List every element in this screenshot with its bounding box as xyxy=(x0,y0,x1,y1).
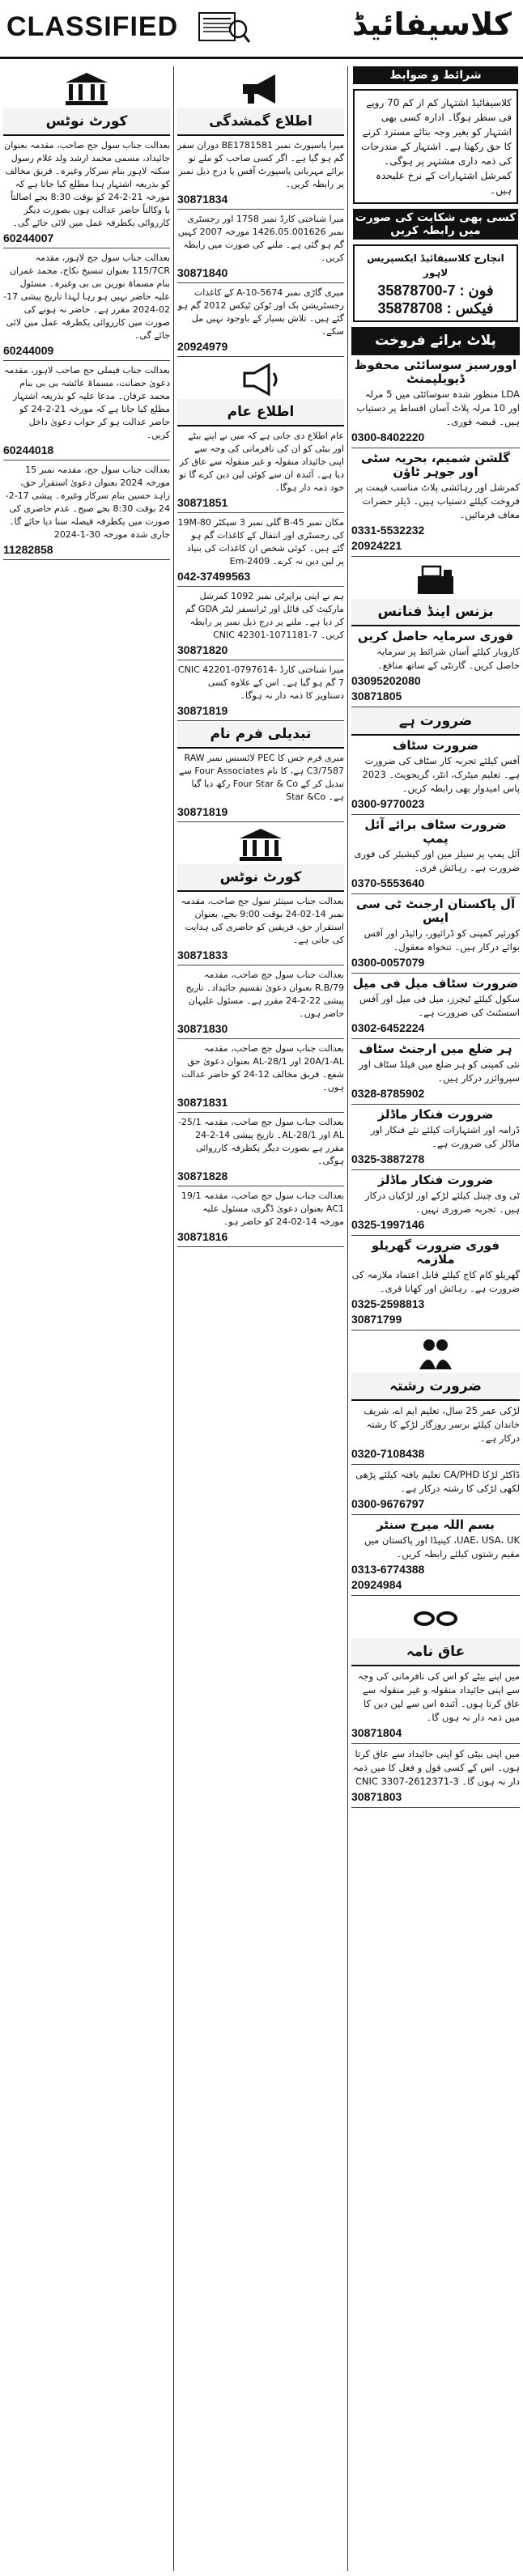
marriage-title: ضرورت رشتہ xyxy=(351,1373,520,1401)
wanted-ad: ضرورت فنکار ماڈلز ٹی وی چینل کیلئے لڑکے اور لڑکیاں درکار ہیں۔ تجربہ ضروری نہیں۔ 0325-1997146 xyxy=(351,1170,520,1236)
fax-line: 35878708 : فیکس xyxy=(377,300,494,316)
wanted-ad: فوری ضرورت گھریلو ملازمہ گھریلو کام کاج کیلئے قابل اعتماد ملازمہ کی ضرورت ہے۔ رہائش اور کھانا فری۔ 0325-2598813 30871799 xyxy=(351,1236,520,1330)
business-finance-title: بزنس اینڈ فنانس xyxy=(351,599,520,626)
court-notice-title: کورٹ نوٹس xyxy=(177,864,344,892)
disinheritance-ad: میں اپنے بیٹے کو اس کی نافرمانی کی وجہ سے اپنی جائیداد منقولہ و غیر منقولہ سے عاق کرتا ہوں۔ آئندہ اس سے لین دین کا میں ذمہ دار نہ ہوں گا۔ 30871804 xyxy=(351,1666,520,1744)
wanted-title: ضرورت ہے xyxy=(351,707,520,736)
couple-icon xyxy=(411,1335,460,1371)
public-notice-ad: ہم نے اپنی پراپرٹی نمبر 1092 کمرشل مارکیٹ کی فائل اور ٹرانسفر لیٹر GDA گم کر دیا ہے۔ ملنے پر درج ذیل نمبر پر رابطہ کریں۔ CNIC 42301-1071181-7 30871820 xyxy=(177,587,344,660)
court-notice-ad: بعدالت جناب فیملی جج صاحب لاہور، مقدمہ دعویٰ حضانت، مسماۃ عائشہ بی بی بنام محمد عرفان۔ مدعا علیہ کو بذریعہ اشتہار مطلع کیا جاتا ہے کہ مورخہ 21-2-24 کو حاضر عدالت ہو کر جواب دعویٰ داخل کریں۔ 60244018 xyxy=(3,361,170,460)
court-notice-ad: بعدالت جناب سول جج صاحب، مقدمہ بعنوان جائیداد، مسمی محمد ارشد ولد غلام رسول سکنہ لاہور بنام سرکار وغیرہ۔ فریق مخالف کو بذریعہ اشتہار ہذا مطلع کیا جاتا ہے کہ مورخہ 21-2-24 کو بوقت 8:30 بجے اصالتاً یا وکالتاً حاضر عدالت ہوں بصورت دیگر کارروائی یکطرفہ عمل میں لائی جائے گی۔ 60244007 xyxy=(3,136,170,248)
wanted-ad: ہر ضلع میں ارجنٹ سٹاف نئی کمپنی کو ہر ضلع میں فیلڈ سٹاف اور سپروائزر درکار ہیں۔ 0328-8785902 xyxy=(351,1039,520,1105)
newspaper-icon xyxy=(194,5,251,50)
office-name: انچارج کلاسیفائیڈ ایکسپریس لاہور xyxy=(367,253,504,278)
wanted-ad: ضرورت سٹاف برائے آئل پمپ آئل پمپ پر سیلز مین اور کیشیئر کی فوری ضرورت ہے۔ رہائش فری۔ 0370-5553640 xyxy=(351,815,520,894)
court-notice-ad: بعدالت جناب سول جج صاحب، مقدمہ 19/1 AC1 بعنوان دعویٰ ڈگری، مسئول علیہ مورخہ 14-02-24 کو حاضر ہو۔ 30871816 xyxy=(177,1186,344,1247)
loudspeaker-icon xyxy=(236,362,285,397)
court-notice-ad: بعدالت جناب سینئر سول جج صاحب، مقدمہ نمبر 14-02-24 بوقت 9:00 بجے، بعنوان استقرار حق، فریقین کو حاضری کی ہدایت کی جاتی ہے۔ 30871833 xyxy=(177,892,344,965)
court-notice-ad: بعدالت جناب سول جج، مقدمہ نمبر 15 مورخہ 2024 بعنوان دعویٰ استقرار حق، زاہد حسین بنام سرکار وغیرہ۔ پیشی 17-2-24 بوقت 8:30 بجے صبح۔ عدم حاضری کی صورت میں یکطرفہ فیصلہ سنا دیا جائے گا۔ جاری شدہ مورخہ 30-1-2024 11282858 xyxy=(3,460,170,560)
court-building-icon xyxy=(62,71,111,107)
firm-name-change-ad: میری فرم جس کا PEC لائسنس نمبر RAW C3/7587 ہے، کا نام Four Associates سے تبدیل کر کے Four Star & Co رکھ دیا گیا ہے۔ Star &Co 30871819 xyxy=(177,749,344,822)
wanted-ad: ضرورت فنکار ماڈلز ڈرامہ اور اشتہارات کیلئے نئے فنکار اور ماڈلز کی ضرورت ہے۔ 0325-3887278 xyxy=(351,1105,520,1170)
court-notice-ad: بعدالت جناب سول جج صاحب، مقدمہ 25/1-AL اور 28/1-AL۔ تاریخ پیشی 14-2-24 مقرر ہے بصورت دیگر یکطرفہ کارروائی ہوگی۔ 30871828 xyxy=(177,1113,344,1186)
column-court-notices xyxy=(0,66,174,2571)
megaphone-icon xyxy=(236,71,285,107)
disinheritance-ad: میں اپنی بیٹی کو اپنی جائیداد سے عاق کرتا ہوں۔ اس کے کسی قول و فعل کا میں ذمہ دار نہ ہوں گا۔ CNIC 3307-2612371-3 30871803 xyxy=(351,1744,520,1808)
complaint-banner: کسی بھی شکایت کی صورت میں رابطہ کریں xyxy=(353,209,518,240)
court-building-icon xyxy=(236,827,285,863)
phone-line: 35878700-7 : فون xyxy=(377,282,494,299)
lost-notice-ad: میری گاڑی نمبر A-10-5674 کے کاغذات رجسٹریشن بک اور ٹوکن ٹیکس 2012 گم ہو گئے ہیں۔ تلاش بسیار کے باوجود نہیں مل سکے۔ 20924979 xyxy=(177,283,344,357)
terms-title: شرائط و ضوابط xyxy=(353,66,518,84)
column-notices xyxy=(174,66,348,2571)
public-notice-ad: میرا شناختی کارڈ CNIC 42201-0797614-7 گم ہو گیا ہے۔ اس کے علاوہ کسی دستاویز کا ذمہ دار نہ ہوگا۔ 30871819 xyxy=(177,660,344,721)
contact-box xyxy=(353,244,518,322)
plot-ad: گلشن شمیم، بحریہ سٹی اور جوہر ٹاؤن کمرشل اور رہائشی پلاٹ مناسب قیمت پر فروخت کیلئے دستیاب ہیں۔ ڈیلر حضرات معاف فرمائیں۔ 0331-5532232 20924221 xyxy=(351,448,520,557)
court-notice-ad: بعدالت جناب سول جج لاہور، مقدمہ 115/7CR بعنوان تنسیخ نکاح، محمد عمران بنام مسماۃ نورین بی بی وغیرہ۔ مسئول علیہ حاضر نہیں ہو رہا لہذا تاریخ پیشی 17-02-2024 مقرر ہے۔ حاضر نہ ہونے کی صورت میں کارروائی یکطرفہ عمل میں لائی جائے گی۔ 60244009 xyxy=(3,248,170,361)
public-notice-ad: مکان نمبر B-45 گلی نمبر 3 سیکٹر 19M-80 کی رجسٹری اور انتقال کے کاغذات گم ہو گئے ہیں۔ کوئی شخص ان کاغذات کی بنیاد پر لین دین نہ کرے۔ Em-2409 042-37499563 xyxy=(177,513,344,587)
cash-register-icon xyxy=(411,562,460,597)
urdu-title: کلاسیفائیڈ xyxy=(351,6,512,42)
public-notice-title: اطلاع عام xyxy=(177,399,344,427)
terms-box xyxy=(353,89,518,204)
terms-body: کلاسیفائیڈ اشتہار کم از کم 70 روپے فی سطر ہوگا۔ ادارہ کسی بھی اشتہار کو بغیر وجہ بتائے مسترد کرنے کا حق رکھتا ہے۔ اشتہار کے مندرجات کی ذمہ داری مشتہر پر ہوگی۔ کمرشل اشتہارات کے نرخ علیحدہ ہیں۔ xyxy=(361,97,512,196)
court-notice-title: کورٹ نوٹس xyxy=(3,108,170,136)
firm-name-change-title: تبدیلی فرم نام xyxy=(177,721,344,749)
page-header xyxy=(0,0,523,59)
plot-ad: اوورسیز سوسائٹی محفوظ ڈیویلپمنٹ LDA منظور شدہ سوسائٹی میں 5 مرلہ اور 10 مرلہ پلاٹ آسان اقساط پر دستیاب ہیں۔ قبضہ فوری۔ 0300-8402220 xyxy=(351,355,520,448)
public-notice-ad: عام اطلاع دی جاتی ہے کہ میں نے اپنے بیٹے اور بیٹی کو ان کی نافرمانی کی وجہ سے اپنی جائیداد منقولہ و غیر منقولہ سے عاق کر دیا ہے۔ آئندہ ان سے کوئی لین دین کرے گا تو خود ذمہ دار ہوگا۔ 30871851 xyxy=(177,427,344,513)
court-notice-ad: بعدالت جناب سول جج صاحب، مقدمہ 79/R.B بعنوان دعویٰ تقسیم جائیداد۔ تاریخ پیشی 22-2-24 مقرر ہے۔ مسئول علیہان حاضر ہوں۔ 30871830 xyxy=(177,965,344,1039)
column-classifieds xyxy=(348,66,523,2571)
marriage-ad: لڑکی عمر 25 سال، تعلیم ایم اے، شریف خاندان کیلئے برسر روزگار لڑکے کا رشتہ درکار ہے۔ 0320-7108438 xyxy=(351,1401,520,1465)
lost-notice-title: اطلاع گمشدگی xyxy=(177,108,344,136)
english-title: CLASSIFIED xyxy=(6,11,179,42)
court-notice-ad: بعدالت جناب سول جج صاحب، مقدمہ 20A/1-AL اور 28/1-AL بعنوان دعویٰ حق شفع۔ فریق مخالف 12-24 کو حاضر عدالت ہوں۔ 30871831 xyxy=(177,1039,344,1113)
broken-chain-icon xyxy=(411,1601,460,1636)
disinheritance-title: عاق نامہ xyxy=(351,1638,520,1666)
wanted-ad: ضرورت سٹاف میل فی میل سکول کیلئے ٹیچرز، میل فی میل اور آفس اسسٹنٹ کی ضرورت ہے۔ 0302-6452224 xyxy=(351,974,520,1039)
wanted-ad: آل پاکستان ارجنٹ ٹی سی ایس کورئیر کمپنی کو ڈرائیور، رائیڈر اور آفس بوائے درکار ہیں۔ تنخواہ معقول۔ 0300-0057079 xyxy=(351,894,520,974)
lost-notice-ad: میرا شناختی کارڈ نمبر 1758 اور رجسٹری نمبر 1426.05.001626 مورخہ 2007 کہیں گم ہو گئی ہے۔ ملنے کی صورت میں رابطہ کریں۔ 30871840 xyxy=(177,210,344,283)
wanted-ad: ضرورت سٹاف آفس کیلئے تجربہ کار سٹاف کی ضرورت ہے۔ تعلیم میٹرک، انٹر، گریجویٹ۔ 2023 پاس امیدوار بھی رابطہ کریں۔ 0300-9770023 xyxy=(351,736,520,815)
business-ad: فوری سرمایہ حاصل کریں کاروبار کیلئے آسان شرائط پر سرمایہ حاصل کریں۔ گارنٹی کے ساتھ منافع۔ 03095202080 30871805 xyxy=(351,626,520,707)
marriage-ad: بسم اللہ میرج سنٹر UAE، USA، UK، کینیڈا اور پاکستان میں مقیم رشتوں کیلئے رابطہ کریں۔ 0313-6774388 20924984 xyxy=(351,1515,520,1596)
marriage-ad: ڈاکٹر لڑکا CA/PHD تعلیم یافتہ کیلئے پڑھی لکھی لڑکی کا رشتہ درکار ہے۔ 0300-9676797 xyxy=(351,1465,520,1515)
lost-notice-ad: میرا پاسپورٹ نمبر BE1781581 دوران سفر گم ہو گیا ہے۔ اگر کسی صاحب کو ملے تو برائے مہربانی پاسپورٹ آفس یا درج ذیل نمبر پر رابطہ کریں۔ 30871834 xyxy=(177,136,344,210)
plots-for-sale-title: پلاٹ برائے فروخت xyxy=(351,327,520,355)
